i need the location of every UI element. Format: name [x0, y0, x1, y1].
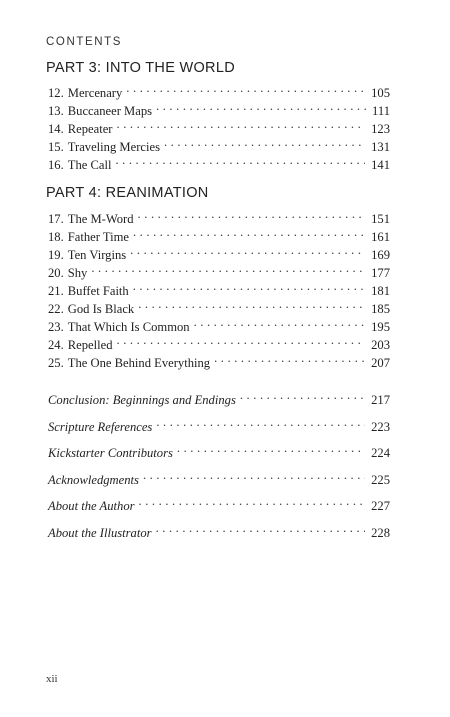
- entry-page-number: 195: [371, 320, 390, 334]
- dot-leader: [143, 466, 365, 484]
- dot-leader: [91, 259, 365, 277]
- entry-page-number: 141: [371, 158, 390, 172]
- entry-page-number: 203: [371, 338, 390, 352]
- entry-page-number: 177: [371, 266, 390, 280]
- entry-page-number: 105: [371, 86, 390, 100]
- entry-page-number: 227: [371, 499, 390, 513]
- toc-entry: [48, 259, 390, 280]
- entry-title: About the Author: [48, 499, 135, 513]
- chapter-number: 16.: [48, 158, 64, 172]
- dot-leader: [126, 79, 365, 97]
- backmatter-entries: [48, 386, 390, 545]
- dot-leader: [139, 492, 366, 510]
- chapter-number: 15.: [48, 140, 64, 154]
- entry-page-number: 131: [371, 140, 390, 154]
- entry-title: Buffet Faith: [67, 284, 129, 298]
- dot-leader: [117, 331, 366, 349]
- entry-title: Acknowledgments: [48, 472, 139, 487]
- entry-title: Buccaneer Maps: [67, 104, 153, 118]
- toc-entry: [48, 205, 390, 226]
- entry-title: That Which Is Common: [67, 320, 190, 334]
- entry-page-number: 228: [371, 525, 390, 540]
- dot-leader: [115, 151, 365, 169]
- chapter-number: 18.: [48, 230, 64, 244]
- chapter-number: 24.: [48, 338, 64, 352]
- dot-leader: [177, 439, 365, 457]
- entry-page-number: 169: [371, 248, 390, 262]
- entry-title: Traveling Mercies: [67, 140, 160, 154]
- dot-leader: [194, 313, 366, 331]
- dot-leader: [138, 205, 366, 223]
- dot-leader: [156, 413, 365, 431]
- entry-title: Kickstarter Contributors: [48, 446, 173, 460]
- entry-page-number: 217: [371, 393, 390, 407]
- entry-page-number: 207: [371, 356, 390, 370]
- dot-leader: [240, 386, 365, 404]
- toc-entry: [48, 492, 390, 519]
- entry-title: Father Time: [67, 230, 129, 244]
- toc-entry: [48, 466, 390, 493]
- entry-title: Repelled: [67, 338, 113, 352]
- entry-title: The One Behind Everything: [67, 356, 211, 370]
- entry-title: The M-Word: [67, 212, 134, 226]
- entry-page-number: 225: [371, 472, 390, 487]
- entry-title: Shy: [67, 266, 88, 280]
- entry-page-number: 223: [371, 419, 390, 434]
- chapter-number: 19.: [48, 248, 64, 262]
- chapter-number: 14.: [48, 122, 64, 136]
- page-number: xii: [46, 673, 58, 685]
- entry-title: Mercenary: [67, 86, 123, 100]
- entry-title: About the Illustrator: [48, 525, 152, 540]
- part-3-entries: [48, 79, 390, 172]
- chapter-number: 17.: [48, 212, 64, 226]
- dot-leader: [156, 97, 366, 115]
- entry-title: The Call: [67, 158, 112, 172]
- chapter-number: 22.: [48, 302, 64, 316]
- dot-leader: [133, 223, 365, 241]
- entry-page-number: 151: [371, 212, 390, 226]
- part-4-entries: [48, 205, 390, 370]
- entry-page-number: 111: [372, 104, 390, 118]
- dot-leader: [130, 241, 365, 259]
- chapter-number: 13.: [48, 104, 64, 118]
- entry-page-number: 181: [371, 284, 390, 298]
- chapter-number: 25.: [48, 356, 64, 370]
- dot-leader: [138, 295, 365, 313]
- chapter-number: 23.: [48, 320, 64, 334]
- toc-entry: [48, 79, 390, 100]
- dot-leader: [164, 133, 365, 151]
- dot-leader: [156, 519, 366, 537]
- toc-entry: [48, 413, 390, 440]
- dot-leader: [133, 277, 365, 295]
- entry-title: Conclusion: Beginnings and Endings: [48, 393, 236, 407]
- chapter-number: 21.: [48, 284, 64, 298]
- part-3-title: PART 3: INTO THE WORLD: [46, 60, 235, 76]
- entry-title: Scripture References: [48, 419, 153, 434]
- chapter-number: 20.: [48, 266, 64, 280]
- entry-title: Repeater: [67, 122, 113, 136]
- contents-header: CONTENTS: [46, 36, 123, 48]
- entry-title: Ten Virgins: [67, 248, 127, 262]
- part-4-title: PART 4: REANIMATION: [46, 185, 209, 201]
- entry-title: God Is Black: [67, 302, 135, 316]
- chapter-number: 12.: [48, 86, 64, 100]
- toc-entry: [48, 386, 390, 413]
- entry-page-number: 161: [371, 230, 390, 244]
- toc-entry: [48, 519, 390, 546]
- toc-entry: [48, 439, 390, 466]
- entry-page-number: 224: [371, 446, 390, 460]
- dot-leader: [117, 115, 366, 133]
- dot-leader: [214, 349, 365, 367]
- entry-page-number: 185: [371, 302, 390, 316]
- toc-entry: [48, 277, 390, 298]
- entry-page-number: 123: [371, 122, 390, 136]
